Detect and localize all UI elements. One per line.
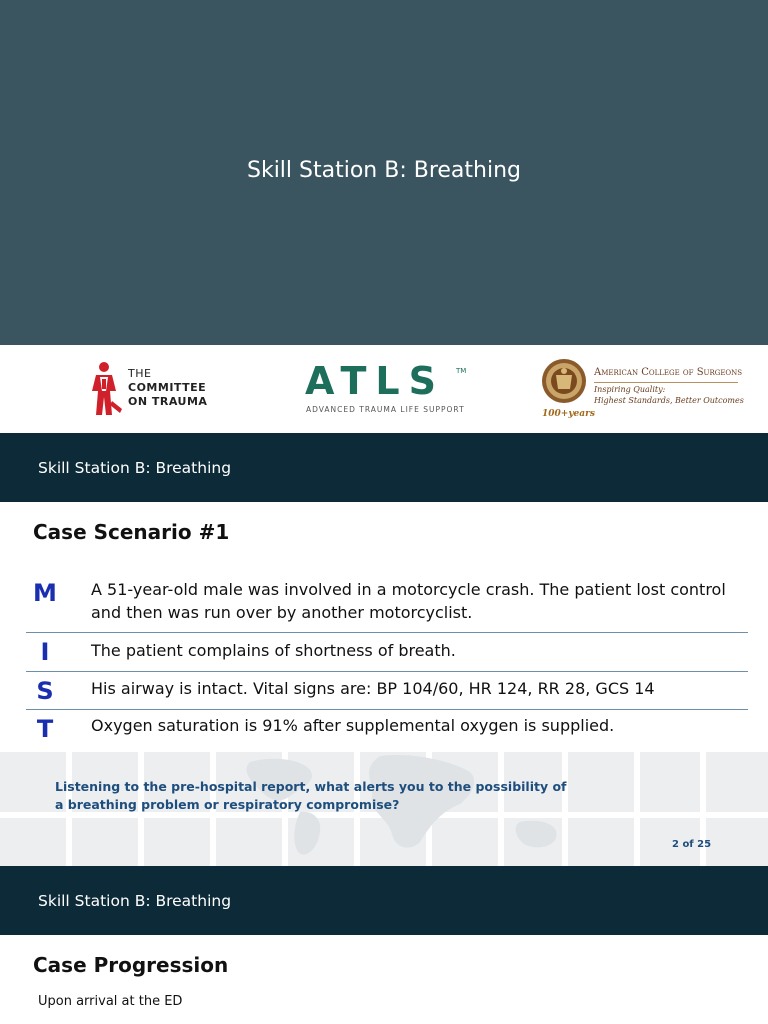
mist-text-i: The patient complains of shortness of breath. — [91, 641, 456, 660]
committee-on-trauma-logo — [90, 361, 220, 419]
slide-2-header — [0, 433, 768, 502]
slide-2-header-text: Skill Station B: Breathing — [38, 459, 232, 477]
mist-letter-i: I — [40, 638, 50, 666]
page-number: 2 of 25 — [672, 839, 712, 850]
mist-letter-m: M — [33, 579, 57, 607]
mist-letter-s: S — [36, 677, 54, 705]
mist-text-s: His airway is intact. Vital signs are: BP 104/60, HR 124, RR 28, GCS 14 — [91, 679, 655, 698]
slide-2-body — [0, 502, 768, 866]
discussion-question: Listening to the pre-hospital report, what alerts you to the possibility of a breathing problem or respiratory compromise? — [55, 779, 567, 812]
title-slide — [0, 0, 768, 345]
atls-trademark: TM — [456, 367, 467, 375]
mist-divider-3 — [26, 709, 748, 710]
slide-3-title: Case Progression — [33, 953, 229, 977]
cot-line-2: COMMITTEE — [128, 381, 207, 394]
mist-row-t — [28, 714, 748, 744]
acs-logo — [540, 357, 750, 423]
slide-2-title: Case Scenario #1 — [33, 520, 230, 544]
mist-text-m: A 51-year-old male was involved in a motorcycle crash. The patient lost control and then was run over by another motorcyclist. — [91, 580, 726, 622]
acs-years: 100+years — [542, 409, 595, 419]
acs-name: American College of Surgeons — [594, 367, 743, 378]
logo-band — [0, 345, 768, 433]
acs-divider — [594, 382, 738, 383]
atls-subtitle: ADVANCED TRAUMA LIFE SUPPORT — [306, 405, 465, 414]
acs-seal-icon — [540, 357, 588, 407]
mist-letter-t: T — [36, 715, 54, 743]
atls-wordmark: ATLS — [305, 359, 445, 403]
slide-3-header — [0, 866, 768, 935]
cot-line-1: THE — [128, 367, 152, 380]
mist-row-s — [28, 677, 748, 707]
trauma-figure-icon — [90, 361, 124, 419]
slide-3-header-text: Skill Station B: Breathing — [38, 892, 232, 910]
mist-text-t: Oxygen saturation is 91% after supplemental oxygen is supplied. — [91, 716, 615, 735]
mist-row-m — [28, 578, 748, 628]
slide-title: Skill Station B: Breathing — [246, 158, 521, 183]
mist-divider-2 — [26, 671, 748, 672]
case-progression-text: Upon arrival at the ED — [38, 994, 183, 1009]
mist-divider-1 — [26, 632, 748, 633]
mist-row-i — [28, 639, 748, 669]
acs-tagline-1: Inspiring Quality: — [594, 385, 666, 394]
cot-line-3: ON TRAUMA — [128, 395, 208, 408]
atls-logo — [300, 359, 470, 418]
cot-wordmark — [128, 367, 207, 409]
acs-tagline-2: Highest Standards, Better Outcomes — [594, 396, 744, 405]
